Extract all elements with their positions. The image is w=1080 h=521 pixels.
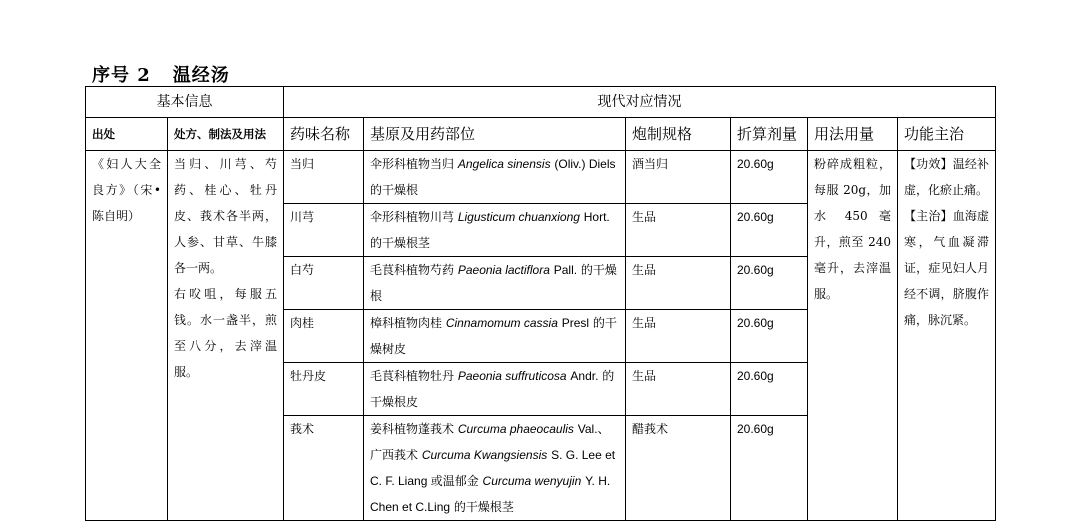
origin-cn: 姜科植物蓬莪术 bbox=[370, 422, 455, 436]
herb-dose: 20.60g bbox=[731, 363, 808, 416]
herb-dose: 20.60g bbox=[731, 151, 808, 204]
origin-author: Andr. bbox=[570, 369, 599, 383]
origin-latin: Angelica sinensis bbox=[457, 157, 551, 171]
herb-origin bbox=[364, 204, 626, 257]
origin-cn: 伞形科植物川芎 bbox=[370, 210, 455, 224]
origin-author-2: S. G. Lee et C. F. Liang 或温郁金 bbox=[370, 448, 616, 488]
col-header-prescription: 处方、制法及用法 bbox=[168, 118, 284, 151]
herb-dose: 20.60g bbox=[731, 416, 808, 521]
herb-processing: 生品 bbox=[626, 310, 731, 363]
herb-processing: 生品 bbox=[626, 257, 731, 310]
function-indication: 【主治】血海虚寒，气血凝滞证，症见妇人月经不调，脐腹作痛，脉沉紧。 bbox=[904, 209, 990, 327]
group-header-modern: 现代对应情况 bbox=[284, 87, 996, 118]
origin-cn: 樟科植物肉桂 bbox=[370, 316, 443, 330]
herb-origin bbox=[364, 363, 626, 416]
herb-processing: 酒当归 bbox=[626, 151, 731, 204]
origin-latin: Paeonia lactiflora bbox=[457, 263, 550, 277]
origin-part: 的干燥树皮 bbox=[370, 316, 617, 356]
herb-name: 莪术 bbox=[284, 416, 364, 521]
origin-part: 的干燥根茎 bbox=[453, 500, 514, 514]
origin-part: 的干燥根茎 bbox=[370, 236, 431, 250]
origin-latin-2: Curcuma Kwangsiensis bbox=[421, 448, 548, 462]
prescription-method: 右㕮咀，每服五钱。水一盏半，煎至八分，去滓温服。 bbox=[174, 287, 277, 379]
origin-latin-3: Curcuma wenyujin bbox=[482, 474, 582, 488]
origin-cn: 毛茛科植物牡丹 bbox=[370, 369, 455, 383]
herb-processing: 醋莪术 bbox=[626, 416, 731, 521]
herb-name: 白芍 bbox=[284, 257, 364, 310]
herb-dose: 20.60g bbox=[731, 204, 808, 257]
herb-name: 肉桂 bbox=[284, 310, 364, 363]
formula-table bbox=[85, 86, 996, 521]
origin-author: (Oliv.) Diels bbox=[554, 157, 616, 171]
prescription-cell bbox=[168, 151, 284, 521]
herb-origin bbox=[364, 416, 626, 521]
origin-latin: Ligusticum chuanxiong bbox=[457, 210, 580, 224]
origin-author: Pall. bbox=[553, 263, 578, 277]
col-header-processing: 炮制规格 bbox=[626, 118, 731, 151]
heading-title: 温经汤 bbox=[172, 65, 230, 86]
origin-author: Val.、广西莪术 bbox=[370, 422, 610, 462]
function-cell bbox=[898, 151, 996, 521]
origin-latin: Paeonia suffruticosa bbox=[457, 369, 567, 383]
col-header-origin: 基原及用药部位 bbox=[364, 118, 626, 151]
herb-origin bbox=[364, 151, 626, 204]
herb-dose: 20.60g bbox=[731, 257, 808, 310]
group-header-basic-info: 基本信息 bbox=[86, 87, 284, 118]
origin-author-3: Y. H. Chen et C.Ling bbox=[370, 474, 611, 514]
page-heading bbox=[92, 61, 230, 87]
origin-part: 的干燥根皮 bbox=[370, 369, 615, 409]
group-header-row bbox=[86, 87, 996, 118]
herb-processing: 生品 bbox=[626, 204, 731, 257]
origin-part: 的干燥根 bbox=[370, 263, 617, 303]
origin-author: Hort. bbox=[583, 210, 610, 224]
herb-dose: 20.60g bbox=[731, 310, 808, 363]
herb-processing: 生品 bbox=[626, 363, 731, 416]
col-header-dose: 折算剂量 bbox=[731, 118, 808, 151]
column-header-row bbox=[86, 118, 996, 151]
herb-name: 牡丹皮 bbox=[284, 363, 364, 416]
col-header-usage: 用法用量 bbox=[808, 118, 898, 151]
col-header-herb-name: 药味名称 bbox=[284, 118, 364, 151]
herb-name: 川芎 bbox=[284, 204, 364, 257]
source-cell: 《妇人大全良方》（宋•陈自明） bbox=[86, 151, 168, 521]
origin-latin: Cinnamomum cassia bbox=[445, 316, 558, 330]
herb-name: 当归 bbox=[284, 151, 364, 204]
herb-origin bbox=[364, 257, 626, 310]
heading-number: 序号 2 bbox=[92, 65, 151, 86]
prescription-composition: 当归、川芎、芍药、桂心、牡丹皮、莪术各半两，人参、甘草、牛膝各一两。 bbox=[174, 157, 277, 275]
origin-author: Presl bbox=[561, 316, 590, 330]
origin-part: 的干燥根 bbox=[370, 183, 419, 197]
col-header-function: 功能主治 bbox=[898, 118, 996, 151]
herb-origin bbox=[364, 310, 626, 363]
table-row bbox=[86, 151, 996, 204]
origin-cn: 伞形科植物当归 bbox=[370, 157, 455, 171]
origin-cn: 毛茛科植物芍药 bbox=[370, 263, 455, 277]
usage-cell: 粉碎成粗粒，每服 20g，加水 450 毫升，煎至 240 毫升，去滓温服。 bbox=[808, 151, 898, 521]
function-effect: 【功效】温经补虚，化瘀止痛。 bbox=[904, 157, 990, 197]
origin-latin: Curcuma phaeocaulis bbox=[457, 422, 574, 436]
col-header-source: 出处 bbox=[86, 118, 168, 151]
